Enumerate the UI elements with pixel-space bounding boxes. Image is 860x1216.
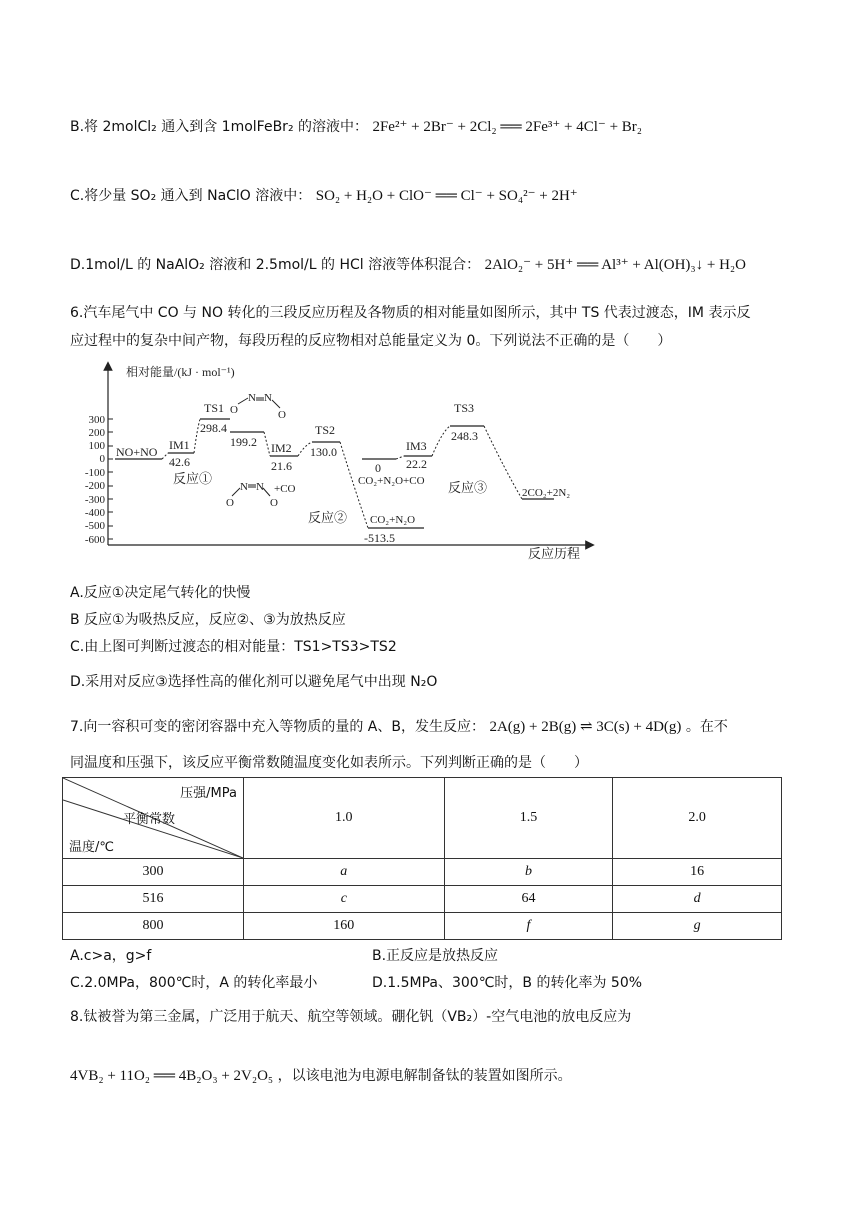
q7-stem-text: 7.向一容积可变的密闭容器中充入等物质的量的 A、B，发生反应： xyxy=(70,719,485,735)
reaction-3-label: 反应③ xyxy=(448,480,488,495)
q6-option-d: D.采用对反应③选择性高的催化剂可以避免尾气中出现 N₂O xyxy=(70,674,438,690)
y-tick-300: 300 xyxy=(88,414,105,426)
reaction-1-label: 反应① xyxy=(173,471,213,486)
q7-stem-tail: 。在不 xyxy=(685,719,728,735)
table-row xyxy=(63,913,782,940)
q6-option-a: A.反应①决定尾气转化的快慢 xyxy=(70,585,251,601)
label-no-no: NO+NO xyxy=(116,445,158,459)
label-co2-n2o: CO₂+N₂O xyxy=(370,514,416,526)
x-axis-label: 反应历程 xyxy=(528,546,581,561)
q8-stem-line2 xyxy=(70,1065,572,1085)
value-cell: a xyxy=(244,859,445,886)
label-ts1: TS1 xyxy=(204,401,225,415)
molecule-ts1 xyxy=(238,398,280,408)
q6-option-c: C.由上图可判断过渡态的相对能量：TS1>TS3>TS2 xyxy=(70,639,397,655)
value-cell: b xyxy=(444,859,613,886)
y-tick-0: 0 xyxy=(99,453,105,465)
y-tick-100: 100 xyxy=(88,440,105,452)
value-cell: 16 xyxy=(613,859,782,886)
q7-option-c: C.2.0MPa，800℃时，A 的转化率最小 xyxy=(70,975,318,991)
value-cell: d xyxy=(613,886,782,913)
table-row xyxy=(63,886,782,913)
value-cell: 160 xyxy=(244,913,445,940)
q5-option-b-equation: 2Fe²⁺ + 2Br⁻ + 2Cl₂ ══ 2Fe³⁺ + 4Cl⁻ + Br₂ xyxy=(372,119,643,135)
corner-temp-label: 温度/℃ xyxy=(69,840,114,855)
value-cell: f xyxy=(444,913,613,940)
corner-constant-label: 平衡常数 xyxy=(123,812,176,827)
atom-n-2: N xyxy=(264,392,272,404)
table-corner-cell xyxy=(63,778,244,859)
label-ts3: TS3 xyxy=(454,401,475,415)
q5-option-c-text: C.将少量 SO₂ 通入到 NaClO 溶液中： xyxy=(70,188,312,204)
atom-n-1: N xyxy=(248,392,256,404)
label-ts2: TS2 xyxy=(315,423,336,437)
pressure-header-3: 2.0 xyxy=(613,778,782,859)
value-im3: 22.2 xyxy=(406,457,427,471)
q7-stem-line1 xyxy=(70,716,728,736)
value-ts1: 298.4 xyxy=(200,421,227,435)
y-tick-m500: -500 xyxy=(84,520,105,532)
table-header-row xyxy=(63,778,782,859)
atom-n-4: N xyxy=(256,481,264,493)
table-row xyxy=(63,859,782,886)
value-im1: 42.6 xyxy=(169,455,190,469)
corner-pressure-label: 压强/MPa xyxy=(180,786,237,801)
y-tick-m100: -100 xyxy=(84,467,105,479)
value-199: 199.2 xyxy=(230,435,257,449)
pressure-header-2: 1.5 xyxy=(444,778,613,859)
q6-stem-line2: 应过程中的复杂中间产物，每段历程的反应物相对总能量定义为 0。下列说法不正确的是（ ） xyxy=(70,333,672,349)
y-tick-200: 200 xyxy=(88,427,105,439)
q5-option-d xyxy=(70,254,746,274)
label-im3: IM3 xyxy=(406,439,427,453)
value-zero: 0 xyxy=(375,461,381,475)
atom-o-4: O xyxy=(270,497,278,509)
plus-co-label: +CO xyxy=(274,483,296,495)
value-cell: 64 xyxy=(444,886,613,913)
value-cell: g xyxy=(613,913,782,940)
atom-n-3: N xyxy=(240,481,248,493)
temp-cell: 300 xyxy=(63,859,244,886)
pressure-header-1: 1.0 xyxy=(244,778,445,859)
q6-option-b: B 反应①为吸热反应，反应②、③为放热反应 xyxy=(70,612,346,628)
atom-o-1: O xyxy=(230,404,238,416)
reaction-2-label: 反应② xyxy=(308,510,348,525)
q6-stem-line1: 6.汽车尾气中 CO 与 NO 转化的三段反应历程及各物质的相对能量如图所示，其中 TS 代表过渡态，IM 表示反 xyxy=(70,305,751,321)
label-co2-n2o-co: CO₂+N₂O+CO xyxy=(358,475,425,487)
q5-option-c xyxy=(70,185,578,205)
y-ticks xyxy=(85,414,106,546)
q7-option-a: A.c>a，g>f xyxy=(70,948,152,964)
value-co2-n2o: -513.5 xyxy=(364,531,395,545)
value-ts3: 248.3 xyxy=(451,429,478,443)
value-ts2: 130.0 xyxy=(310,445,337,459)
temp-cell: 800 xyxy=(63,913,244,940)
q5-option-d-equation: 2AlO₂⁻ + 5H⁺ ══ Al³⁺ + Al(OH)₃↓ + H₂O xyxy=(484,257,746,273)
q5-option-b-text: B.将 2molCl₂ 通入到含 1molFeBr₂ 的溶液中： xyxy=(70,119,369,135)
label-product: 2CO₂+2N₂ xyxy=(522,487,571,499)
atom-o-3: O xyxy=(226,497,234,509)
q7-option-b: B.正反应是放热反应 xyxy=(372,948,499,964)
q8-equation: 4VB₂ + 11O₂ ══ 4B₂O₃ + 2V₂O₅ xyxy=(70,1068,274,1084)
q7-stem-line2: 同温度和压强下，该反应平衡常数随温度变化如表所示。下列判断正确的是（ ） xyxy=(70,755,588,771)
equilibrium-constant-table xyxy=(62,777,782,940)
y-tick-m600: -600 xyxy=(84,534,105,546)
temp-cell: 516 xyxy=(63,886,244,913)
q5-option-d-text: D.1mol/L 的 NaAlO₂ 溶液和 2.5mol/L 的 HCl 溶液等体积混合： xyxy=(70,257,481,273)
label-im1: IM1 xyxy=(169,438,190,452)
y-tick-m200: -200 xyxy=(84,480,105,492)
energy-profile-chart xyxy=(70,360,600,570)
q8-stem-line1: 8.钛被誉为第三金属，广泛用于航天、航空等领域。硼化钒（VB₂）-空气电池的放电反应为 xyxy=(70,1009,632,1025)
molecule-im2 xyxy=(232,485,270,496)
atom-o-2: O xyxy=(278,409,286,421)
value-im2: 21.6 xyxy=(271,459,292,473)
q8-stem-tail: ，以该电池为电源电解制备钛的装置如图所示。 xyxy=(277,1068,572,1084)
q7-equation: 2A(g) + 2B(g) ⇌ 3C(s) + 4D(g) xyxy=(489,719,682,735)
value-cell: c xyxy=(244,886,445,913)
y-tick-m400: -400 xyxy=(84,507,105,519)
label-im2: IM2 xyxy=(271,441,292,455)
q7-option-d: D.1.5MPa、300℃时，B 的转化率为 50% xyxy=(372,975,643,991)
y-axis-label: 相对能量/(kJ · mol⁻¹) xyxy=(126,365,235,379)
q5-option-b xyxy=(70,116,642,136)
y-tick-m300: -300 xyxy=(84,494,105,506)
q5-option-c-equation: SO₂ + H₂O + ClO⁻ ══ Cl⁻ + SO₄²⁻ + 2H⁺ xyxy=(315,188,578,204)
